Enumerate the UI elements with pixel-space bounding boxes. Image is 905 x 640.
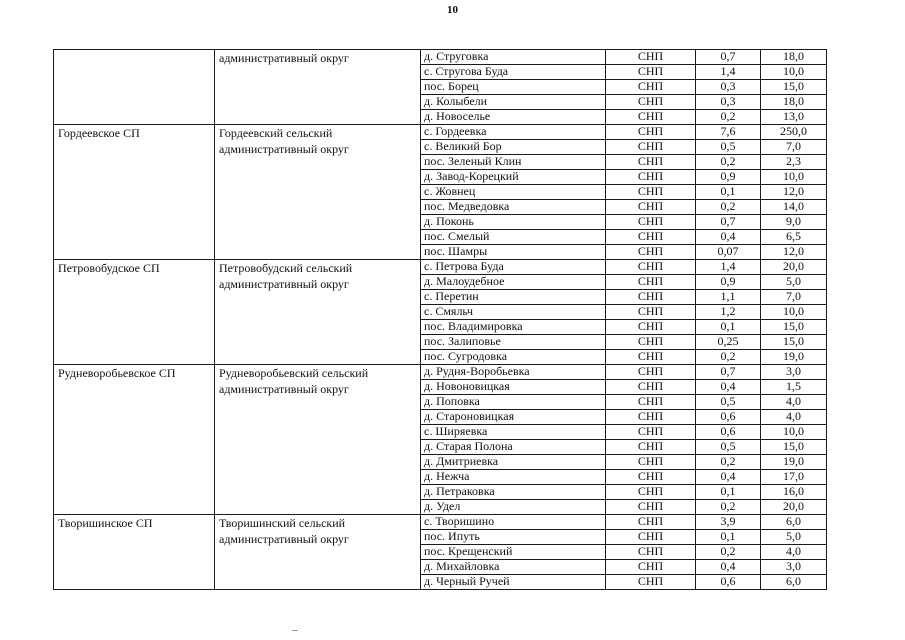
area-cell: 0,7: [696, 365, 761, 380]
scan-mark: [292, 630, 298, 631]
type-cell: СНП: [606, 395, 696, 410]
settlement-cell: с. Жовнец: [421, 185, 606, 200]
settlement-cell: д. Черный Ручей: [421, 575, 606, 590]
type-cell: СНП: [606, 425, 696, 440]
type-cell: СНП: [606, 485, 696, 500]
distance-cell: 18,0: [761, 95, 827, 110]
settlements-table: [53, 49, 827, 590]
distance-cell: 250,0: [761, 125, 827, 140]
settlement-cell: пос. Крещенский: [421, 545, 606, 560]
type-cell: СНП: [606, 440, 696, 455]
type-cell: СНП: [606, 260, 696, 275]
settlement-cell: д. Завод-Корецкий: [421, 170, 606, 185]
settlement-cell: пос. Борец: [421, 80, 606, 95]
area-cell: 0,1: [696, 485, 761, 500]
type-cell: СНП: [606, 470, 696, 485]
distance-cell: 20,0: [761, 500, 827, 515]
distance-cell: 4,0: [761, 545, 827, 560]
type-cell: СНП: [606, 200, 696, 215]
area-cell: 0,4: [696, 470, 761, 485]
settlement-cell: д. Старая Полона: [421, 440, 606, 455]
type-cell: СНП: [606, 155, 696, 170]
sp-name-cell: Рудневоробьевское СП: [54, 365, 215, 515]
area-cell: 0,3: [696, 80, 761, 95]
type-cell: СНП: [606, 110, 696, 125]
settlement-cell: с. Петрова Буда: [421, 260, 606, 275]
settlement-cell: с. Перетин: [421, 290, 606, 305]
area-cell: 0,6: [696, 425, 761, 440]
area-cell: 1,1: [696, 290, 761, 305]
settlement-cell: с. Великий Бор: [421, 140, 606, 155]
type-cell: СНП: [606, 290, 696, 305]
type-cell: СНП: [606, 410, 696, 425]
table-row: [54, 260, 827, 275]
page-number: 10: [447, 4, 458, 16]
distance-cell: 7,0: [761, 140, 827, 155]
distance-cell: 17,0: [761, 470, 827, 485]
area-cell: 0,2: [696, 200, 761, 215]
area-cell: 0,2: [696, 545, 761, 560]
type-cell: СНП: [606, 230, 696, 245]
sp-name-cell: Творишинское СП: [54, 515, 215, 590]
distance-cell: 10,0: [761, 305, 827, 320]
type-cell: СНП: [606, 80, 696, 95]
area-cell: 1,2: [696, 305, 761, 320]
distance-cell: 7,0: [761, 290, 827, 305]
area-cell: 0,1: [696, 530, 761, 545]
type-cell: СНП: [606, 65, 696, 80]
distance-cell: 20,0: [761, 260, 827, 275]
type-cell: СНП: [606, 170, 696, 185]
distance-cell: 1,5: [761, 380, 827, 395]
settlement-cell: д. Новоновицкая: [421, 380, 606, 395]
type-cell: СНП: [606, 215, 696, 230]
distance-cell: 13,0: [761, 110, 827, 125]
type-cell: СНП: [606, 245, 696, 260]
distance-cell: 4,0: [761, 395, 827, 410]
settlement-cell: с. Смяльч: [421, 305, 606, 320]
area-cell: 0,4: [696, 230, 761, 245]
distance-cell: 6,0: [761, 575, 827, 590]
okrug-name-cell: Петровобудский сельский административный округ: [215, 260, 421, 365]
distance-cell: 3,0: [761, 560, 827, 575]
area-cell: 1,4: [696, 65, 761, 80]
sp-name-cell: Петровобудское СП: [54, 260, 215, 365]
area-cell: 0,2: [696, 500, 761, 515]
settlement-cell: д. Колыбели: [421, 95, 606, 110]
type-cell: СНП: [606, 305, 696, 320]
type-cell: СНП: [606, 335, 696, 350]
distance-cell: 10,0: [761, 170, 827, 185]
type-cell: СНП: [606, 575, 696, 590]
settlement-cell: пос. Смелый: [421, 230, 606, 245]
distance-cell: 19,0: [761, 455, 827, 470]
area-cell: 3,9: [696, 515, 761, 530]
area-cell: 1,4: [696, 260, 761, 275]
settlement-cell: с. Гордеевка: [421, 125, 606, 140]
type-cell: СНП: [606, 95, 696, 110]
table-row: [54, 365, 827, 380]
settlement-cell: д. Нежча: [421, 470, 606, 485]
distance-cell: 9,0: [761, 215, 827, 230]
settlement-cell: с. Стругова Буда: [421, 65, 606, 80]
settlement-cell: пос. Залиповье: [421, 335, 606, 350]
okrug-name-cell: административный округ: [215, 50, 421, 125]
type-cell: СНП: [606, 125, 696, 140]
area-cell: 0,25: [696, 335, 761, 350]
area-cell: 0,4: [696, 380, 761, 395]
area-cell: 0,2: [696, 110, 761, 125]
settlement-cell: с. Творишино: [421, 515, 606, 530]
settlement-cell: д. Рудня-Воробьевка: [421, 365, 606, 380]
area-cell: 0,4: [696, 560, 761, 575]
settlement-cell: д. Дмитриевка: [421, 455, 606, 470]
okrug-name-cell: Гордеевский сельский административный округ: [215, 125, 421, 260]
type-cell: СНП: [606, 380, 696, 395]
type-cell: СНП: [606, 320, 696, 335]
area-cell: 0,6: [696, 575, 761, 590]
area-cell: 0,07: [696, 245, 761, 260]
area-cell: 0,9: [696, 170, 761, 185]
distance-cell: 16,0: [761, 485, 827, 500]
settlement-cell: д. Струговка: [421, 50, 606, 65]
distance-cell: 6,0: [761, 515, 827, 530]
area-cell: 0,1: [696, 185, 761, 200]
area-cell: 0,5: [696, 395, 761, 410]
type-cell: СНП: [606, 365, 696, 380]
settlement-cell: пос. Медведовка: [421, 200, 606, 215]
settlement-cell: д. Староновицкая: [421, 410, 606, 425]
table-row: [54, 125, 827, 140]
okrug-name-cell: Творишинский сельский административный округ: [215, 515, 421, 590]
settlement-cell: д. Петраковка: [421, 485, 606, 500]
area-cell: 0,5: [696, 140, 761, 155]
type-cell: СНП: [606, 500, 696, 515]
distance-cell: 15,0: [761, 80, 827, 95]
distance-cell: 15,0: [761, 335, 827, 350]
area-cell: 0,6: [696, 410, 761, 425]
type-cell: СНП: [606, 455, 696, 470]
area-cell: 0,3: [696, 95, 761, 110]
area-cell: 0,2: [696, 155, 761, 170]
settlements-table-body: [54, 50, 827, 590]
area-cell: 0,2: [696, 350, 761, 365]
settlement-cell: д. Михайловка: [421, 560, 606, 575]
settlement-cell: пос. Владимировка: [421, 320, 606, 335]
type-cell: СНП: [606, 50, 696, 65]
distance-cell: 3,0: [761, 365, 827, 380]
area-cell: 0,2: [696, 455, 761, 470]
area-cell: 0,1: [696, 320, 761, 335]
distance-cell: 12,0: [761, 185, 827, 200]
sp-name-cell: [54, 50, 215, 125]
settlement-cell: пос. Ипуть: [421, 530, 606, 545]
settlement-cell: с. Ширяевка: [421, 425, 606, 440]
settlement-cell: д. Поповка: [421, 395, 606, 410]
distance-cell: 14,0: [761, 200, 827, 215]
sp-name-cell: Гордеевское СП: [54, 125, 215, 260]
area-cell: 0,9: [696, 275, 761, 290]
type-cell: СНП: [606, 545, 696, 560]
type-cell: СНП: [606, 530, 696, 545]
distance-cell: 19,0: [761, 350, 827, 365]
distance-cell: 4,0: [761, 410, 827, 425]
type-cell: СНП: [606, 560, 696, 575]
area-cell: 0,7: [696, 50, 761, 65]
area-cell: 7,6: [696, 125, 761, 140]
distance-cell: 5,0: [761, 530, 827, 545]
distance-cell: 5,0: [761, 275, 827, 290]
okrug-name-cell: Рудневоробьевский сельский административный округ: [215, 365, 421, 515]
settlement-cell: д. Поконь: [421, 215, 606, 230]
type-cell: СНП: [606, 185, 696, 200]
distance-cell: 6,5: [761, 230, 827, 245]
area-cell: 0,5: [696, 440, 761, 455]
type-cell: СНП: [606, 350, 696, 365]
type-cell: СНП: [606, 275, 696, 290]
distance-cell: 10,0: [761, 65, 827, 80]
distance-cell: 18,0: [761, 50, 827, 65]
distance-cell: 15,0: [761, 320, 827, 335]
area-cell: 0,7: [696, 215, 761, 230]
type-cell: СНП: [606, 140, 696, 155]
distance-cell: 12,0: [761, 245, 827, 260]
distance-cell: 15,0: [761, 440, 827, 455]
settlement-cell: д. Новоселье: [421, 110, 606, 125]
settlement-cell: д. Удел: [421, 500, 606, 515]
settlement-cell: пос. Сугродовка: [421, 350, 606, 365]
settlement-cell: пос. Зеленый Клин: [421, 155, 606, 170]
settlement-cell: пос. Шамры: [421, 245, 606, 260]
table-row: [54, 515, 827, 530]
distance-cell: 2,3: [761, 155, 827, 170]
settlement-cell: д. Малоудебное: [421, 275, 606, 290]
type-cell: СНП: [606, 515, 696, 530]
table-row: [54, 50, 827, 65]
distance-cell: 10,0: [761, 425, 827, 440]
